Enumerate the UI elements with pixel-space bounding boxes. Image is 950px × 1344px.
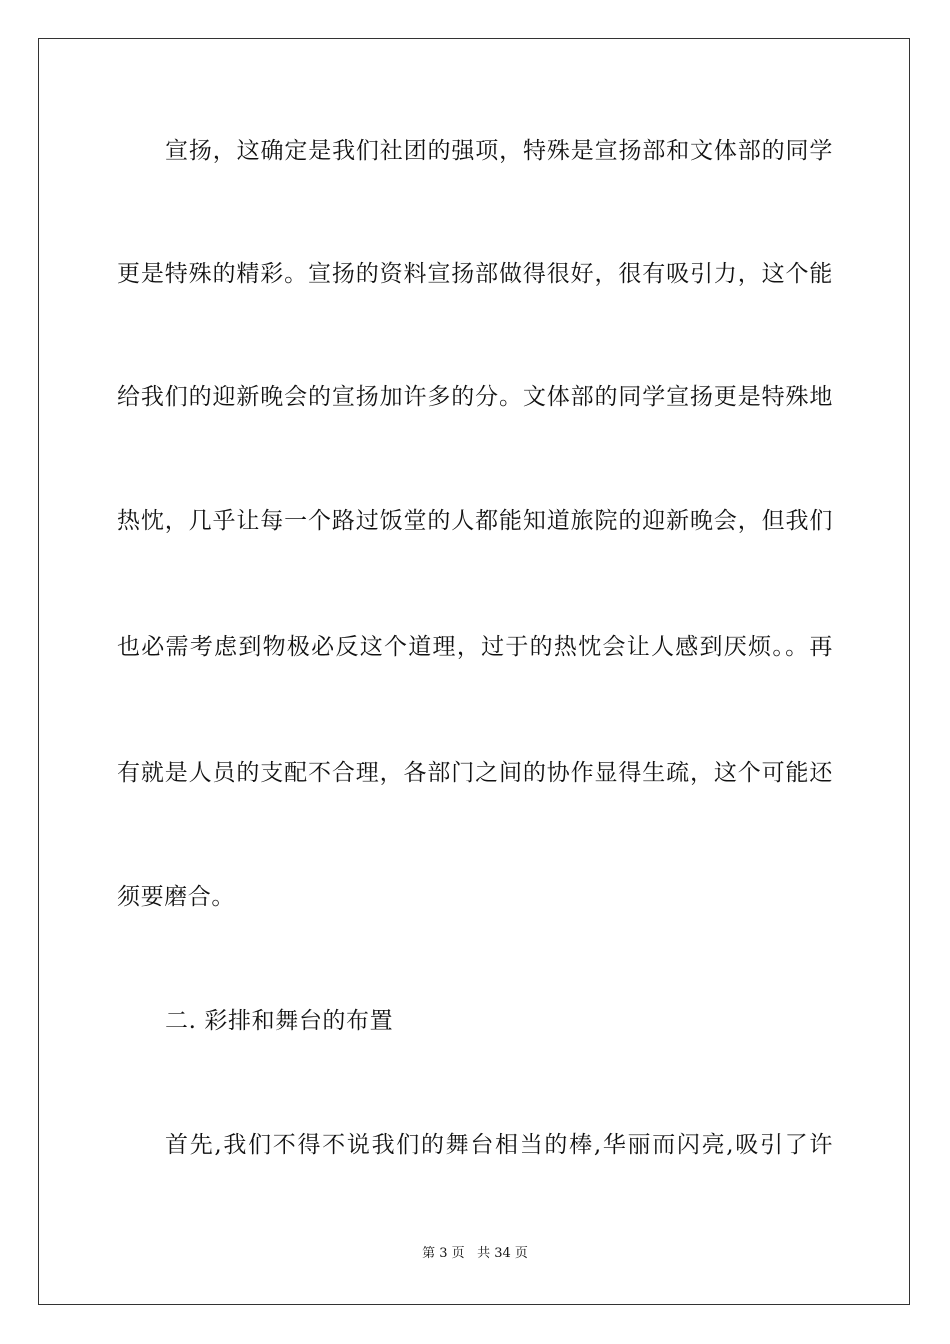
paragraph-line-6: 有就是人员的支配不合理，各部门之间的协作显得生疏，这个可能还 (117, 760, 833, 786)
paragraph-line-1: 宣扬，这确定是我们社团的强项，特殊是宣扬部和文体部的同学 (165, 138, 833, 164)
page-number: 第 3 页 (422, 1246, 465, 1261)
paragraph-line-4: 热忱，几乎让每一个路过饭堂的人都能知道旅院的迎新晚会，但我们 (117, 508, 833, 534)
paragraph-line-8: 首先,我们不得不说我们的舞台相当的棒,华丽而闪亮,吸引了许 (165, 1132, 833, 1158)
section-heading: 二. 彩排和舞台的布置 (165, 1008, 394, 1034)
page-frame (38, 38, 910, 1305)
page-footer (0, 1246, 950, 1262)
paragraph-line-3: 给我们的迎新晚会的宣扬加许多的分。文体部的同学宣扬更是特殊地 (117, 384, 833, 410)
paragraph-line-7: 须要磨合。 (117, 884, 235, 910)
page-total: 共 34 页 (477, 1246, 528, 1261)
paragraph-line-5: 也必需考虑到物极必反这个道理，过于的热忱会让人感到厌烦。。再 (117, 634, 833, 660)
paragraph-line-2: 更是特殊的精彩。宣扬的资料宣扬部做得很好，很有吸引力，这个能 (117, 261, 833, 287)
